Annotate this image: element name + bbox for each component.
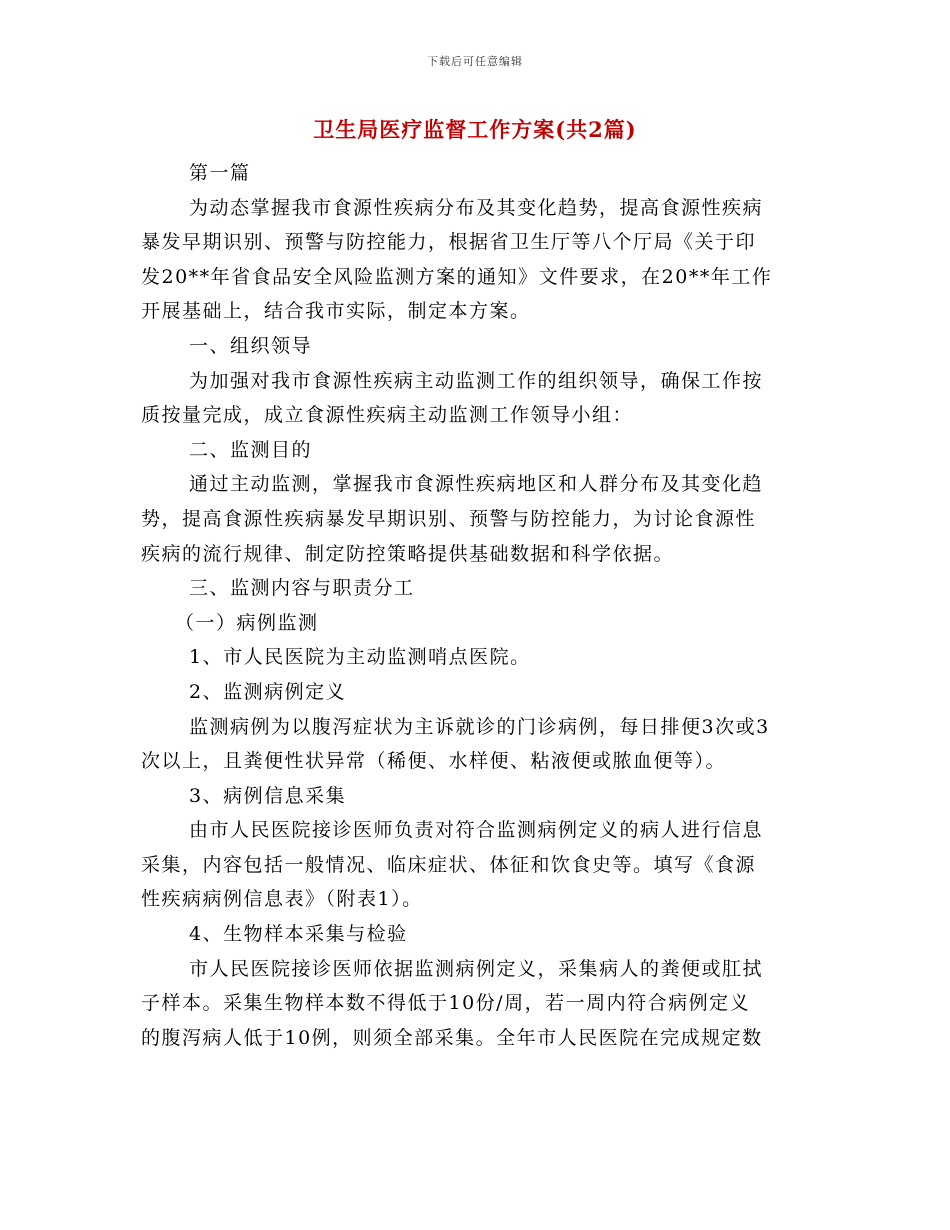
body-line: 通过主动监测，掌握我市食源性疾病地区和人群分布及其变化趋 bbox=[189, 473, 764, 496]
body-line: 4、生物样本采集与检验 bbox=[189, 923, 408, 946]
body-line: 1、市人民医院为主动监测哨点医院。 bbox=[189, 646, 531, 669]
body-line: 由市人民医院接诊医师负责对符合监测病例定义的病人进行信息 bbox=[189, 819, 764, 842]
body-line: 次以上，且粪便性状异常（稀便、水样便、粘液便或脓血便等）。 bbox=[141, 750, 727, 773]
body-line: 二、监测目的 bbox=[189, 438, 313, 461]
body-line: 子样本。采集生物样本数不得低于10份/周，若一周内符合病例定义 bbox=[141, 992, 751, 1015]
body-line: 一、组织领导 bbox=[189, 334, 313, 357]
body-line: 监测病例为以腹泻症状为主诉就诊的门诊病例，每日排便3次或3 bbox=[189, 715, 770, 738]
body-line: 2、监测病例定义 bbox=[189, 680, 347, 703]
body-line: 为加强对我市食源性疾病主动监测工作的组织领导，确保工作按 bbox=[189, 369, 764, 392]
body-line: 第一篇 bbox=[189, 162, 251, 184]
body-line: 采集，内容包括一般情况、临床症状、体征和饮食史等。填写《食源 bbox=[141, 853, 757, 876]
body-line: 市人民医院接诊医师依据监测病例定义，采集病人的粪便或肛拭 bbox=[189, 957, 764, 980]
body-line: 性疾病病例信息表》（附表1）。 bbox=[141, 888, 423, 911]
body-line: （一）病例监测 bbox=[175, 611, 319, 634]
body-line: 暴发早期识别、预警与防控能力，根据省卫生厅等八个厅局《关于印 bbox=[141, 231, 757, 254]
body-line: 为动态掌握我市食源性疾病分布及其变化趋势，提高食源性疾病 bbox=[189, 196, 764, 219]
body-line: 疾病的流行规律、制定防控策略提供基础数据和科学依据。 bbox=[141, 542, 675, 565]
document-title: 卫生局医疗监督工作方案(共2篇) bbox=[313, 117, 637, 142]
body-line: 质按量完成，成立食源性疾病主动监测工作领导小组： bbox=[141, 404, 634, 427]
page-header-note: 下载后可任意编辑 bbox=[427, 55, 523, 68]
body-line: 势，提高食源性疾病暴发早期识别、预警与防控能力，为讨论食源性 bbox=[141, 507, 757, 530]
body-line: 发20**年省食品安全风险监测方案的通知》文件要求，在20**年工作 bbox=[141, 265, 773, 288]
body-line: 三、监测内容与职责分工 bbox=[189, 577, 415, 600]
document-body bbox=[141, 156, 809, 1055]
body-line: 开展基础上，结合我市实际，制定本方案。 bbox=[141, 300, 531, 323]
body-line: 3、病例信息采集 bbox=[189, 784, 347, 807]
body-line: 的腹泻病人低于10例，则须全部采集。全年市人民医院在完成规定数 bbox=[141, 1026, 763, 1049]
